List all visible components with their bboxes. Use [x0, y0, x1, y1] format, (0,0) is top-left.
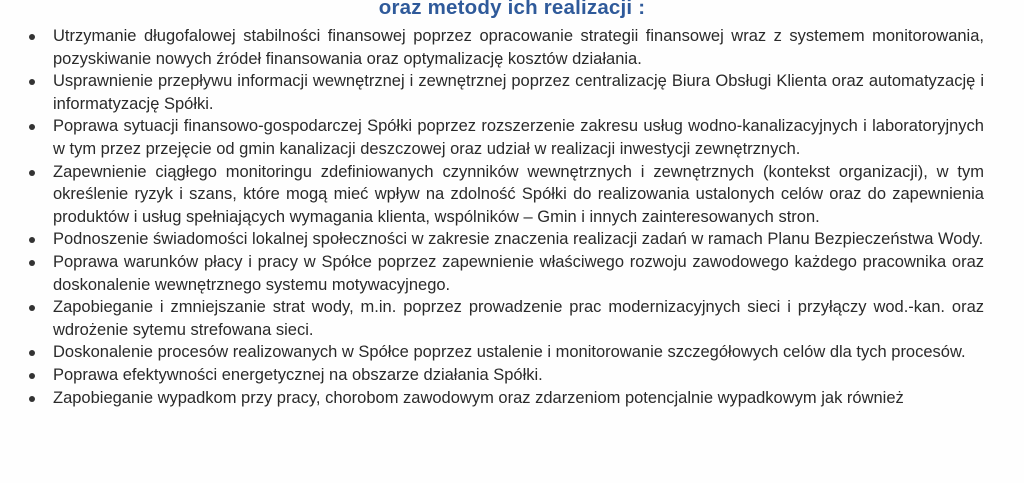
- list-item: [0, 296, 1024, 341]
- bullet-icon: [29, 79, 35, 85]
- list-item: [0, 161, 1024, 229]
- bullet-icon: [29, 124, 35, 130]
- bullet-icon: [29, 350, 35, 356]
- list-item-text: Poprawa sytuacji finansowo-gospodarczej Spółki poprzez rozszerzenie zakresu usług wodno-kanalizacyjnych i laboratoryjnych w tym przez przejęcie od gmin kanalizacji deszczowej oraz udział w realizacji inwestycji zewnętrznych.: [53, 117, 984, 158]
- bullet-icon: [29, 34, 35, 40]
- list-item-text: Zapewnienie ciągłego monitoringu zdefiniowanych czynników wewnętrznych i zewnętrznych (kontekst organizacji), w tym określenie ryzyk i szans, które mogą mieć wpływ na zdolność Spółki do realizowania ustalonych celów oraz do zapewnienia produktów i usług spełniających wymagania klienta, wspólników – Gmin i innych zainteresowanych stron.: [53, 162, 984, 226]
- bullet-icon: [29, 396, 35, 402]
- list-item: [0, 228, 1024, 251]
- list-item: [0, 364, 1024, 387]
- list-item: [0, 251, 1024, 296]
- list-item-text: Zapobieganie i zmniejszanie strat wody, m.in. poprzez prowadzenie prac modernizacyjnych sieci i przyłączy wod.-kan. oraz wdrożenie sytemu strefowana sieci.: [53, 298, 984, 339]
- list-item: [0, 25, 1024, 70]
- list-item-text: Utrzymanie długofalowej stabilności finansowej poprzez opracowanie strategii finansowej wraz z systemem monitorowania, pozyskiwanie nowych źródeł finansowania oraz optymalizację kosztów działania.: [53, 27, 984, 68]
- list-item-text: Poprawa warunków płacy i pracy w Spółce poprzez zapewnienie właściwego rozwoju zawodowego każdego pracownika oraz doskonalenie wewnętrznego systemu motywacyjnego.: [53, 252, 984, 294]
- bullet-icon: [29, 237, 35, 243]
- section-heading: oraz metody ich realizacji :: [378, 0, 646, 19]
- list-item: [0, 115, 1024, 160]
- list-item-text: Poprawa efektywności energetycznej na obszarze działania Spółki.: [53, 365, 543, 384]
- list-item-text: Podnoszenie świadomości lokalnej społeczności w zakresie znaczenia realizacji zadań w ramach Planu Bezpieczeństwa Wody.: [53, 230, 984, 249]
- bullet-icon: [29, 170, 35, 176]
- list-item-text: Doskonalenie procesów realizowanych w Spółce poprzez ustalenie i monitorowanie szczegółowych celów dla tych procesów.: [53, 343, 966, 362]
- list-item-text: Usprawnienie przepływu informacji wewnętrznej i zewnętrznej poprzez centralizację Biura Obsługi Klienta oraz automatyzację i informatyzację Spółki.: [53, 72, 984, 113]
- bullet-icon: [29, 260, 35, 266]
- list-item-text: Zapobieganie wypadkom przy pracy, chorobom zawodowym oraz zdarzeniom potencjalnie wypadkowym jak również: [53, 388, 904, 407]
- bullet-icon: [29, 305, 35, 311]
- list-item: [0, 387, 1024, 410]
- bullet-icon: [29, 373, 35, 379]
- goals-list: [0, 25, 1024, 409]
- list-item: [0, 341, 1024, 364]
- list-item: [0, 70, 1024, 115]
